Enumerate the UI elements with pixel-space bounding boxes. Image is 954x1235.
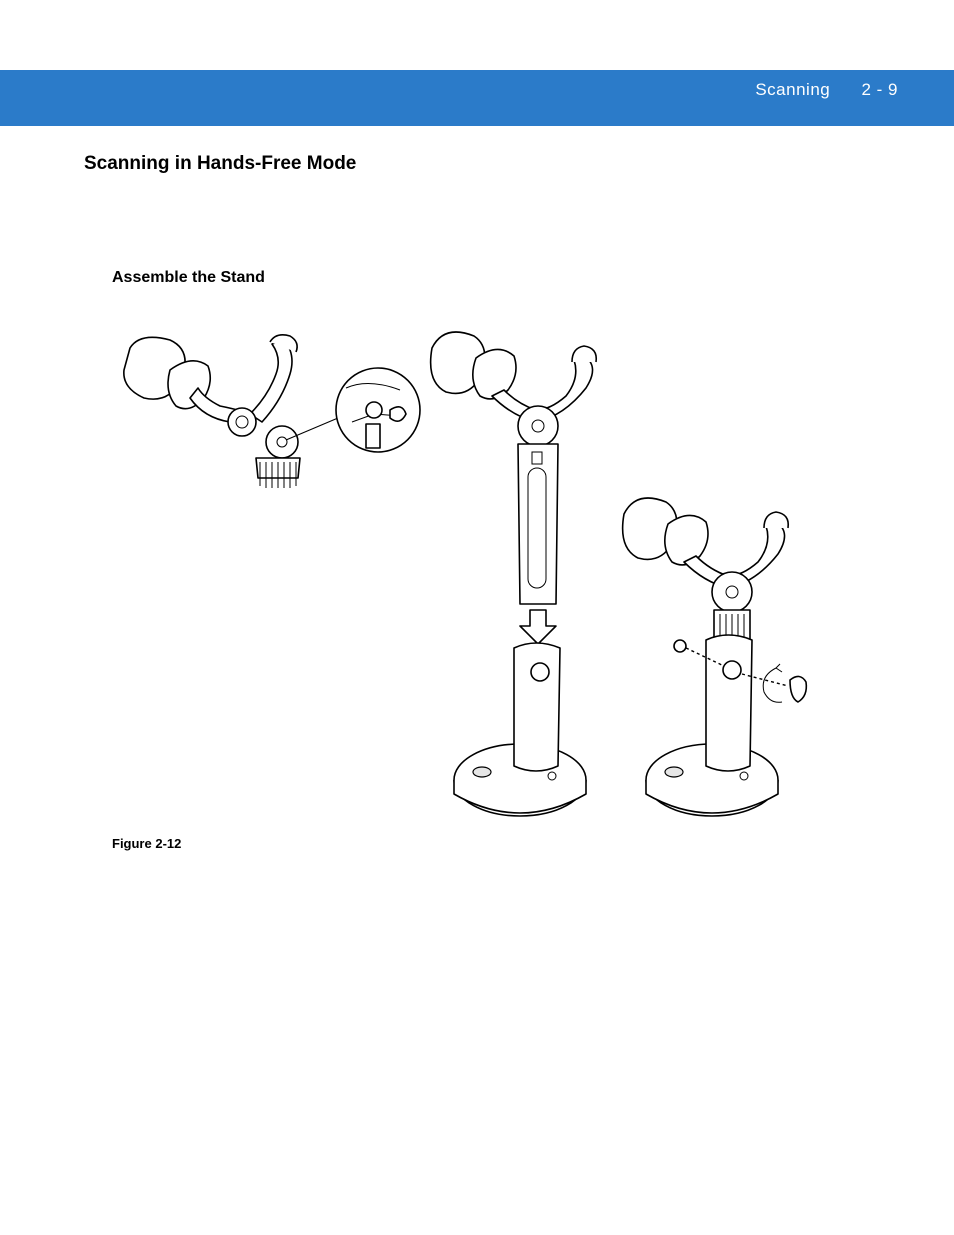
chapter-name: Scanning	[755, 80, 831, 99]
stand-assembly-illustration	[100, 318, 860, 828]
cradle-gear-detail	[124, 335, 338, 488]
page-header	[755, 80, 898, 100]
section-title: Scanning in Hands-Free Mode	[84, 153, 357, 174]
cradle-with-post	[431, 332, 597, 644]
assembled-stand	[623, 498, 807, 816]
page-number: 2 - 9	[861, 80, 898, 99]
detail-zoom-circle	[336, 368, 420, 452]
stand-base-unassembled	[454, 643, 586, 816]
figure-caption: Figure 2-12	[112, 836, 182, 851]
subsection-title: Assemble the Stand	[112, 269, 265, 286]
